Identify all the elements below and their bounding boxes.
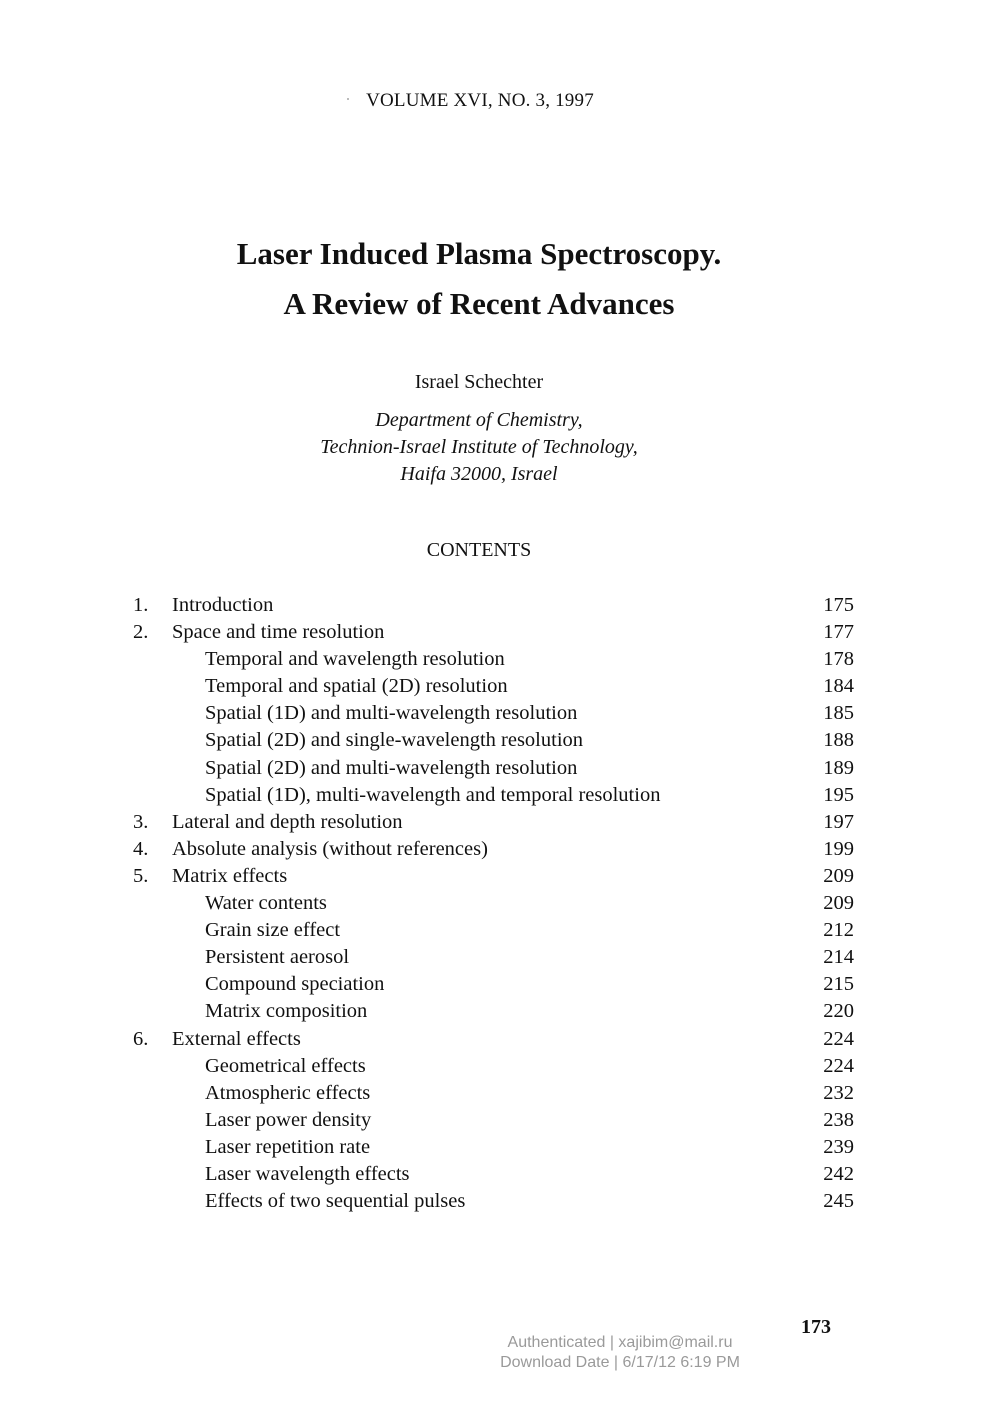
toc-entry-title: Laser power density [205,1108,372,1131]
toc-entry-title: Atmospheric effects [205,1081,371,1104]
toc-entry [0,890,984,917]
page-number: 173 [801,1316,831,1338]
toc-entry [0,755,984,782]
table-of-contents [0,592,984,1215]
toc-entry-title: Persistent aerosol [205,946,350,969]
toc-entry-title: Introduction [172,594,274,616]
toc-entry-title: Effects of two sequential pulses [205,1190,466,1213]
author-name: Israel Schechter [414,371,544,393]
toc-entry [0,646,984,673]
toc-entry [0,1080,984,1107]
toc-entry-title: Matrix composition [205,1000,368,1023]
article-title-line-1: Laser Induced Plasma Spectroscopy. [236,236,722,271]
toc-entry-page: 185 [823,702,854,725]
toc-entry-title: Spatial (2D) and multi-wavelength resolution [205,756,578,779]
toc-entry [0,673,984,700]
toc-entry-page: 224 [823,1027,854,1050]
toc-entry-page: 239 [823,1135,854,1158]
toc-entry-page: 212 [823,919,854,942]
toc-entry [0,1134,984,1161]
toc-entry-page: 184 [823,675,854,698]
toc-entry-page: 189 [823,756,854,779]
toc-entry [0,782,984,809]
journal-volume-header: VOLUME XVI, NO. 3, 1997 [366,90,594,111]
toc-entry-page: 232 [823,1081,854,1104]
toc-entry-page: 199 [823,837,854,860]
toc-entry [0,1161,984,1188]
toc-entry-page: 209 [823,892,854,915]
toc-entry-title: Lateral and depth resolution [172,810,403,833]
toc-entry [0,592,984,619]
toc-entry-title: Matrix effects [172,864,288,887]
toc-entry-title: Spatial (2D) and single-wavelength resolution [205,729,584,752]
toc-entry-page: 242 [823,1162,854,1185]
toc-entry-title: Space and time resolution [172,621,385,644]
toc-entry [0,1107,984,1134]
toc-entry-page: 175 [823,594,854,616]
toc-entry-title: Spatial (1D), multi-wavelength and temporal resolution [205,783,661,806]
toc-entry-number: 6. [133,1027,149,1050]
toc-entry-page: 214 [823,946,854,969]
toc-entry [0,1026,984,1053]
toc-entry-page: 177 [823,621,854,644]
toc-entry-page: 209 [823,864,854,887]
affiliation-line-2: Technion-Israel Institute of Technology, [320,436,638,458]
toc-entry-title: Temporal and spatial (2D) resolution [205,675,508,698]
toc-entry [0,971,984,998]
toc-entry-number: 3. [133,810,149,833]
toc-entry-page: 195 [823,783,854,806]
affiliation-line-3: Haifa 32000, Israel [400,463,558,485]
toc-entry-page: 238 [823,1108,854,1131]
toc-entry-title: Laser repetition rate [205,1135,371,1158]
toc-entry-page: 220 [823,1000,854,1023]
toc-entry [0,727,984,754]
toc-entry-number: 1. [133,594,149,616]
toc-entry-page: 215 [823,973,854,996]
toc-entry-number: 2. [133,621,149,644]
toc-entry-page: 224 [823,1054,854,1077]
toc-entry-title: Spatial (1D) and multi-wavelength resolution [205,702,578,725]
toc-entry [0,619,984,646]
toc-entry [0,917,984,944]
toc-entry [0,1053,984,1080]
toc-entry [0,944,984,971]
toc-entry-title: Water contents [205,892,327,915]
toc-entry [0,700,984,727]
toc-entry-title: Laser wavelength effects [205,1162,410,1185]
toc-entry-title: Compound speciation [205,973,385,996]
toc-entry [0,863,984,890]
toc-entry-page: 245 [823,1190,854,1213]
download-date-watermark: Download Date | 6/17/12 6:19 PM [500,1354,740,1371]
toc-entry-page: 178 [823,648,854,671]
toc-entry-title: Grain size effect [205,919,341,942]
toc-entry-title: Geometrical effects [205,1054,366,1077]
toc-entry-title: External effects [172,1027,301,1050]
contents-heading: CONTENTS [426,539,532,561]
toc-entry [0,836,984,863]
toc-entry-page: 197 [823,810,854,833]
authenticated-watermark: Authenticated | xajibim@mail.ru [507,1334,733,1351]
article-title-line-2: A Review of Recent Advances [283,286,675,321]
toc-entry [0,1188,984,1215]
toc-entry-number: 5. [133,864,149,887]
toc-entry-number: 4. [133,837,149,860]
toc-entry-page: 188 [823,729,854,752]
affiliation-line-1: Department of Chemistry, [375,409,583,431]
toc-entry [0,998,984,1025]
toc-entry [0,809,984,836]
toc-entry-title: Temporal and wavelength resolution [205,648,505,671]
toc-entry-title: Absolute analysis (without references) [172,837,488,860]
